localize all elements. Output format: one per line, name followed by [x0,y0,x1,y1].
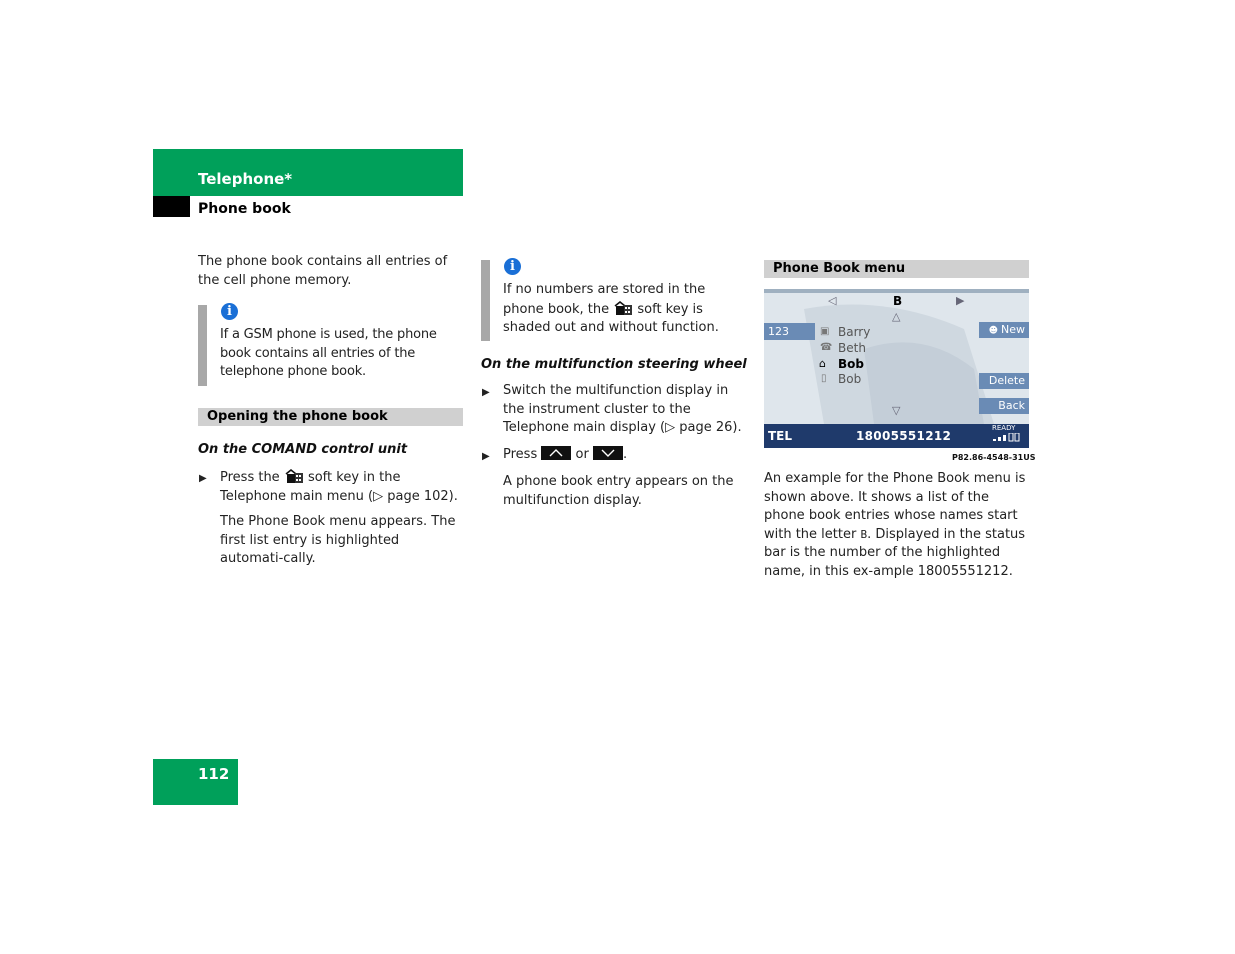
list-item-highlighted[interactable]: Bob [838,357,864,371]
delete-button[interactable]: Delete [979,373,1029,389]
step2-text-before: Press [503,447,542,462]
section-title: Phone book [198,201,291,217]
list-item[interactable]: Barry [838,325,871,339]
up-key-icon [541,446,571,460]
result-text-2: A phone book entry appears on the multifunction display. [503,474,734,508]
scroll-up-icon[interactable]: △ [892,310,901,323]
status-label: TEL [768,429,793,443]
step2-text-after: . [622,447,628,462]
chapter-title: Telephone* [198,170,293,188]
step-switch-display: Switch the multifunction display in the instrument cluster to the Telephone main display (▷ page 26). [503,383,742,435]
back-button[interactable]: Back [979,398,1029,414]
section-opening: Opening the phone book [198,408,463,426]
section-phonebook-menu: Phone Book menu [764,260,1029,278]
figure-code: P82.86-4548-31US [952,453,1036,462]
list-item[interactable]: Beth [838,341,866,355]
phonebook-screen-figure [764,289,1029,448]
info-text-before: If no numbers are stored in the phone book, the [503,282,706,317]
bullet-icon: ▶ [482,451,490,462]
info-bar [198,305,207,386]
letter-selector[interactable]: B [893,294,903,308]
bullet-icon: ▶ [199,473,207,484]
tab-123[interactable]: 123 [764,323,815,340]
info-icon: i [221,303,238,320]
caption-text-after: . Displayed in the status bar is the number of the highlighted name, in this ex-ample 18005551212. [764,526,1026,579]
subheading-comand: On the COMAND control unit [198,442,408,457]
scroll-down-icon[interactable]: ▽ [892,404,901,417]
status-number: 18005551212 [856,429,952,443]
section-marker [153,196,190,217]
bullet-icon: ▶ [482,387,490,398]
step-text-after: soft key in the Telephone main menu (▷ page 102). [220,470,458,504]
info-bar-2 [481,260,490,341]
page-number: 112 [198,765,230,783]
phone-icon: ☎ [820,342,833,353]
status-bar [764,424,1029,448]
right-arrow-icon[interactable]: ▶ [956,294,965,307]
new-button-label: New [1001,323,1025,336]
step-text-before: Press the [220,470,284,485]
signal-strength-icon [993,433,1027,443]
step-press-arrows [503,446,748,465]
mobile-icon: ▯ [821,373,827,384]
phonebook-softkey-icon [284,468,304,484]
phonebook-softkey-icon [613,300,633,316]
intro-text: The phone book contains all entries of the cell phone memory. [198,254,448,288]
info-text-2 [503,281,748,338]
info-text: If a GSM phone is used, the phone book contains all entries of the telephone phone book. [220,327,437,379]
subheading-steering: On the multifunction steering wheel [481,357,747,372]
new-contact-icon: ☻ [988,326,998,336]
caption-text-before: An example for the Phone Book menu is shown above. It shows a list of the phone book entries whose names start with the letter [764,471,1026,542]
contact-type-icon: ▣ [820,326,830,337]
left-arrow-icon[interactable]: ◁ [828,294,837,307]
step-press-softkey [220,468,465,506]
new-button[interactable] [979,322,1029,338]
info-text-after: soft key is shaded out and without function. [503,301,719,335]
caption-letter: B [860,527,868,541]
home-icon: ⌂ [819,357,826,370]
status-ready: READY [992,424,1016,432]
info-icon: i [504,258,521,275]
result-text: The Phone Book menu appears. The first list entry is highlighted automati-cally. [220,514,456,566]
figure-caption [764,470,1032,581]
down-key-icon [593,446,623,460]
step2-text-mid: or [571,447,593,462]
list-item[interactable]: Bob [838,372,862,386]
